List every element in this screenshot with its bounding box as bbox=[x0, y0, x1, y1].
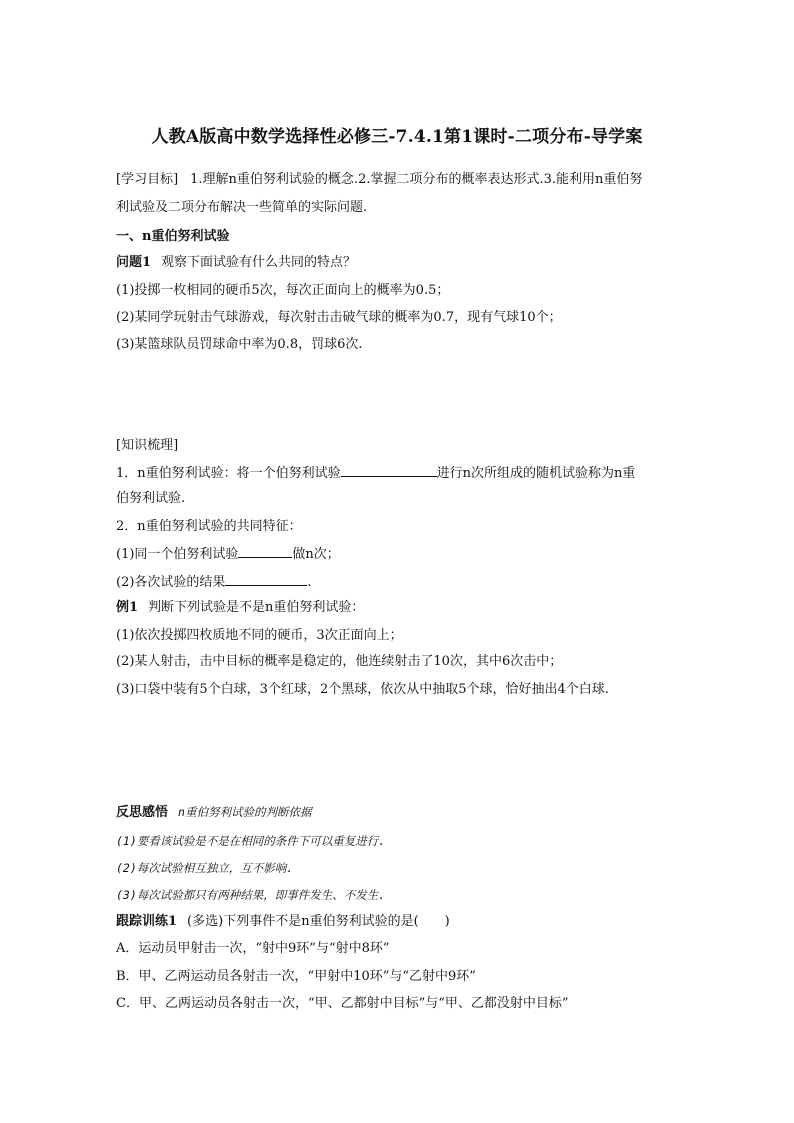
fill-blank-3[interactable] bbox=[225, 573, 307, 586]
knowledge-point-2-1-part-a: (1)同一个伯努利试验 bbox=[116, 547, 239, 562]
knowledge-point-1-continued: 伯努利试验. bbox=[116, 491, 186, 506]
practice-1 bbox=[116, 913, 696, 931]
knowledge-point-1-part-a: 1．n重伯努利试验：将一个伯努利试验 bbox=[116, 466, 341, 481]
example-1-text: 判断下列试验是不是n重伯努利试验： bbox=[148, 600, 365, 615]
example-1-item-2: (2)某人射击，击中目标的概率是稳定的，他连续射击了10次，其中6次击中； bbox=[116, 654, 563, 669]
learning-goals-label: [学习目标] bbox=[116, 172, 179, 187]
reflection-item-3: (3)每次试验都只有两种结果，即事件发生、不发生. bbox=[116, 888, 386, 902]
fill-blank-1[interactable] bbox=[341, 464, 437, 477]
question-1-item-2: (2)某同学玩射击气球游戏，每次射击击破气球的概率为0.7，现有气球10个； bbox=[116, 310, 562, 325]
question-1-item-3: (3)某篮球队员罚球命中率为0.8，罚球6次. bbox=[116, 337, 363, 352]
knowledge-point-2-2-part-b: . bbox=[307, 575, 312, 590]
learning-goals-line2: 利试验及二项分布解决一些简单的实际问题. bbox=[116, 200, 368, 215]
knowledge-point-1-part-b: 进行n次所组成的随机试验称为n重 bbox=[436, 466, 636, 481]
page-title: 人教A版高中数学选择性必修三-7.4.1第1课时-二项分布-导学案 bbox=[151, 127, 643, 147]
question-1-text: 观察下面试验有什么共同的特点？ bbox=[161, 255, 357, 270]
question-1-label: 问题1 bbox=[116, 255, 152, 270]
knowledge-point-2-2 bbox=[116, 573, 696, 592]
knowledge-point-2-1-part-b: 做n次； bbox=[292, 547, 340, 562]
example-1-item-3: (3)口袋中装有5个白球，3个红球，2个黑球，依次从中抽取5个球，恰好抽出4个白球. bbox=[116, 682, 609, 697]
section-heading-1: 一、n重伯努利试验 bbox=[116, 229, 230, 244]
learning-goals bbox=[116, 171, 696, 189]
knowledge-point-1 bbox=[116, 464, 696, 483]
knowledge-label: [知识梳理] bbox=[116, 438, 179, 453]
practice-1-option-c: C．甲、乙两运动员各射击一次，“甲、乙都射中目标”与“甲、乙都没射中目标” bbox=[116, 996, 569, 1011]
question-1-item-1: (1)投掷一枚相同的硬币5次，每次正面向上的概率为0.5； bbox=[116, 283, 450, 298]
reflection-text: n重伯努利试验的判断依据 bbox=[178, 805, 312, 819]
reflection-label: 反思感悟 bbox=[116, 805, 169, 820]
reflection-item-1: (1)要看该试验是不是在相同的条件下可以重复进行. bbox=[116, 834, 386, 848]
knowledge-point-2: 2．n重伯努利试验的共同特征： bbox=[116, 519, 302, 534]
knowledge-point-2-2-part-a: (2)各次试验的结果 bbox=[116, 575, 226, 590]
knowledge-point-2-1 bbox=[116, 545, 696, 564]
example-1-item-1: (1)依次投掷四枚质地不同的硬币，3次正面向上； bbox=[116, 628, 403, 643]
example-1 bbox=[116, 599, 696, 617]
practice-1-text: (多选)下列事件不是n重伯努利试验的是( ) bbox=[187, 914, 450, 929]
reflection-item-2: (2)每次试验相互独立，互不影响. bbox=[116, 861, 294, 875]
question-1 bbox=[116, 254, 696, 272]
example-1-label: 例1 bbox=[116, 600, 139, 615]
practice-1-option-a: A．运动员甲射击一次，“射中9环”与“射中8环” bbox=[116, 941, 390, 956]
practice-1-label: 跟踪训练1 bbox=[116, 914, 178, 929]
practice-1-option-b: B．甲、乙两运动员各射击一次，“甲射中10环”与“乙射中9环” bbox=[116, 969, 476, 984]
learning-goals-line1: 1.理解n重伯努利试验的概念.2.掌握二项分布的概率表达形式.3.能利用n重伯努 bbox=[190, 172, 643, 187]
fill-blank-2[interactable] bbox=[238, 545, 292, 558]
reflection bbox=[116, 803, 696, 822]
